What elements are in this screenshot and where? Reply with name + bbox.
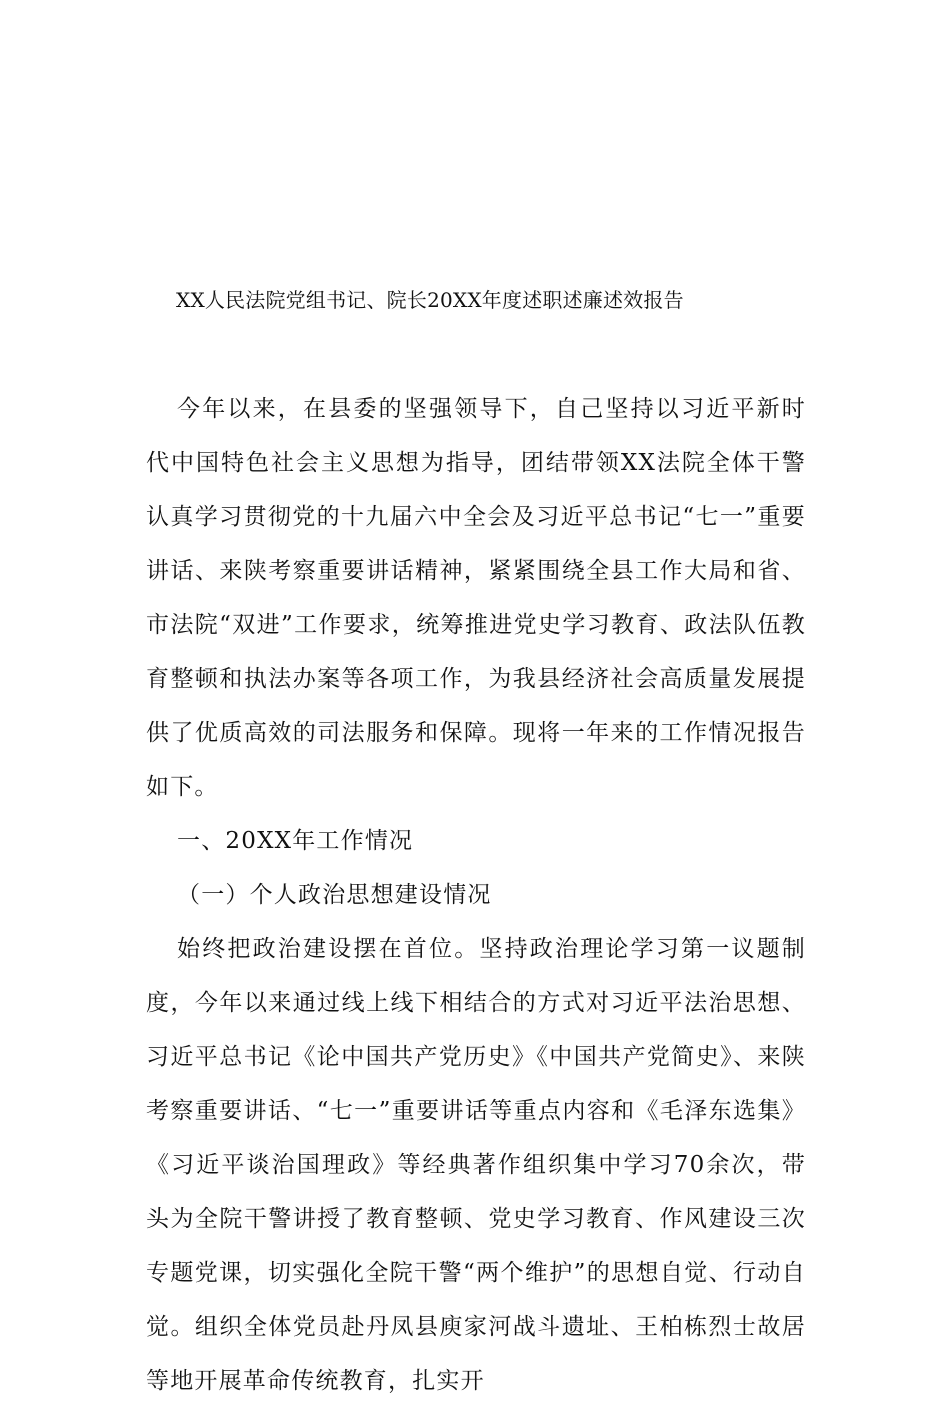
subsection-heading: （一）个人政治思想建设情况 — [177, 882, 492, 908]
intro-paragraph: 今年以来，在县委的坚强领导下，自己坚持以习近平新时代中国特色社会主义思想为指导，团结带领XX法院全体干警认真学习贯彻党的十九届六中全会及习近平总书记“七一”重要讲话、来陕考察重要讲话精神，紧紧围绕全县工作大局和省、市法院“双进”工作要求，统筹推进党史学习教育、政法队伍教育整顿和执法办案等各项工作，为我县经济社会高质量发展提供了优质高效的司法服务和保障。现将一年来的工作情况报告如下。 — [146, 396, 806, 800]
content-paragraph: 始终把政治建设摆在首位。坚持政治理论学习第一议题制度，今年以来通过线上线下相结合的方式对习近平法治思想、习近平总书记《论中国共产党历史》《中国共产党简史》、来陕考察重要讲话、“七一”重要讲话等重点内容和《毛泽东选集》《习近平谈治国理政》等经典著作组织集中学习70余次，带头为全院干警讲授了教育整顿、党史学习教育、作风建设三次专题党课，切实强化全院干警“两个维护”的思想自觉、行动自觉。组织全体党员赴丹凤县庾家河战斗遗址、王柏栋烈士故居等地开展革命传统教育，扎实开 — [146, 936, 806, 1394]
document-title: XX人民法院党组书记、院长20XX年度述职述廉述效报告 — [176, 288, 684, 312]
document-body — [146, 382, 806, 1408]
section-heading: 一、20XX年工作情况 — [177, 828, 414, 854]
